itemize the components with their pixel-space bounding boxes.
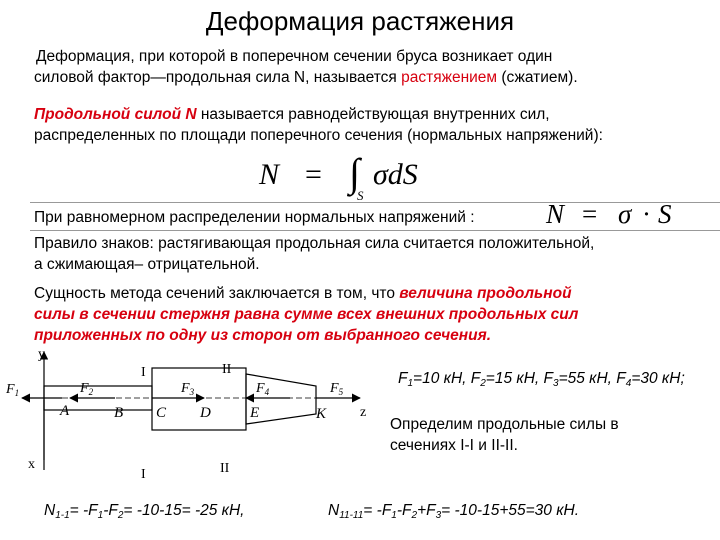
given-f3: $F_3=55$ кН, (543, 370, 617, 389)
given-f4: $F_4=30$ кН; (616, 370, 685, 389)
slide-title: Деформация растяжения (205, 6, 515, 36)
force-f1-label: $F_1$ (6, 382, 20, 398)
formula-equals: = (582, 199, 598, 229)
section-2-bottom-label: II (220, 461, 230, 476)
method-of-sections-paragraph (34, 283, 578, 346)
tension-term: растяжением (401, 69, 498, 86)
result-section-2: $N_{11-11}= -F_1-F_2+F_3= -10-15+55=30$ кН. (328, 502, 580, 521)
given-f1: $F_1=10$ кН, (398, 370, 471, 389)
formula-integrand: σdS (373, 158, 418, 191)
given-f2: $F_2=15$ кН, (470, 370, 544, 389)
point-d: D (200, 405, 211, 421)
paragraph-line (34, 67, 578, 88)
text-run: (сжатием). (497, 69, 578, 86)
formula-lhs: N (546, 199, 565, 229)
point-b: B (114, 405, 124, 421)
uniform-distribution-text: При равномерном распределении нормальных напряжений : (34, 209, 475, 226)
integral-formula (245, 146, 445, 202)
given-values (398, 370, 685, 389)
force-f2-label: $F_2$ (80, 381, 94, 397)
paragraph-line (34, 104, 603, 125)
paragraph-line: сечениях I-I и II-II. (390, 437, 518, 454)
paragraph-line: распределенных по площади поперечного сечения (нормальных напряжений): (34, 127, 603, 144)
sign-rule-paragraph (34, 233, 594, 275)
point-a: A (60, 403, 70, 419)
emphasis-line: силы в сечении стержня равна сумме всех внешних продольных сил (34, 306, 579, 323)
point-c: C (156, 405, 167, 421)
emphasis-line: приложенных по одну из сторон от выбранного сечения. (34, 327, 492, 344)
longitudinal-force-term: Продольной силой N (34, 106, 197, 123)
z-axis-label: z (360, 405, 367, 420)
force-f4-label: $F_4$ (256, 381, 270, 397)
force-f5-label: $F_5$ (330, 381, 344, 397)
paragraph-line: а сжимающая– отрицательной. (34, 256, 260, 273)
integral-sign: ∫ (349, 150, 360, 195)
paragraph-line (34, 283, 578, 304)
point-e: E (250, 405, 260, 421)
formula-area: S (658, 199, 672, 229)
divider (30, 230, 720, 231)
formula-dot: · (642, 199, 651, 229)
text-run: Сущность метода сечений заключается в том, что (34, 285, 400, 302)
integral-subscript: S (357, 188, 364, 202)
uniform-formula (540, 196, 700, 232)
rod-diagram (0, 340, 390, 490)
formula-sigma: σ (618, 199, 632, 229)
rod-segment-thick (152, 368, 246, 430)
y-axis-label: y (38, 347, 45, 362)
text-run: называется равнодействующая внутренних сил, (196, 106, 550, 123)
point-k: K (316, 406, 327, 422)
force-f3-label: $F_3$ (181, 381, 195, 397)
result-section-1: $N_{1-1}= -F_1-F_2= -10-15= -25$ кН, (44, 502, 245, 521)
formula-equals: = (305, 158, 322, 191)
x-axis-label: x (28, 457, 35, 472)
section-1-top-label: I (141, 365, 146, 380)
section-1-bottom-label: I (141, 467, 146, 482)
paragraph-definition (36, 46, 578, 88)
formula-lhs: N (259, 158, 280, 191)
text-run: силовой фактор—продольная сила N, называется (34, 69, 402, 86)
emphasis-text: величина продольной (399, 285, 572, 302)
paragraph-line: Определим продольные силы в (390, 416, 619, 433)
section-2-top-label: II (222, 362, 232, 377)
paragraph-line: Деформация, при которой в поперечном сечении бруса возникает один (36, 48, 553, 65)
paragraph-longitudinal-force (34, 104, 603, 146)
paragraph-line: Правило знаков: растягивающая продольная сила считается положительной, (34, 235, 595, 252)
determine-text (390, 414, 619, 456)
